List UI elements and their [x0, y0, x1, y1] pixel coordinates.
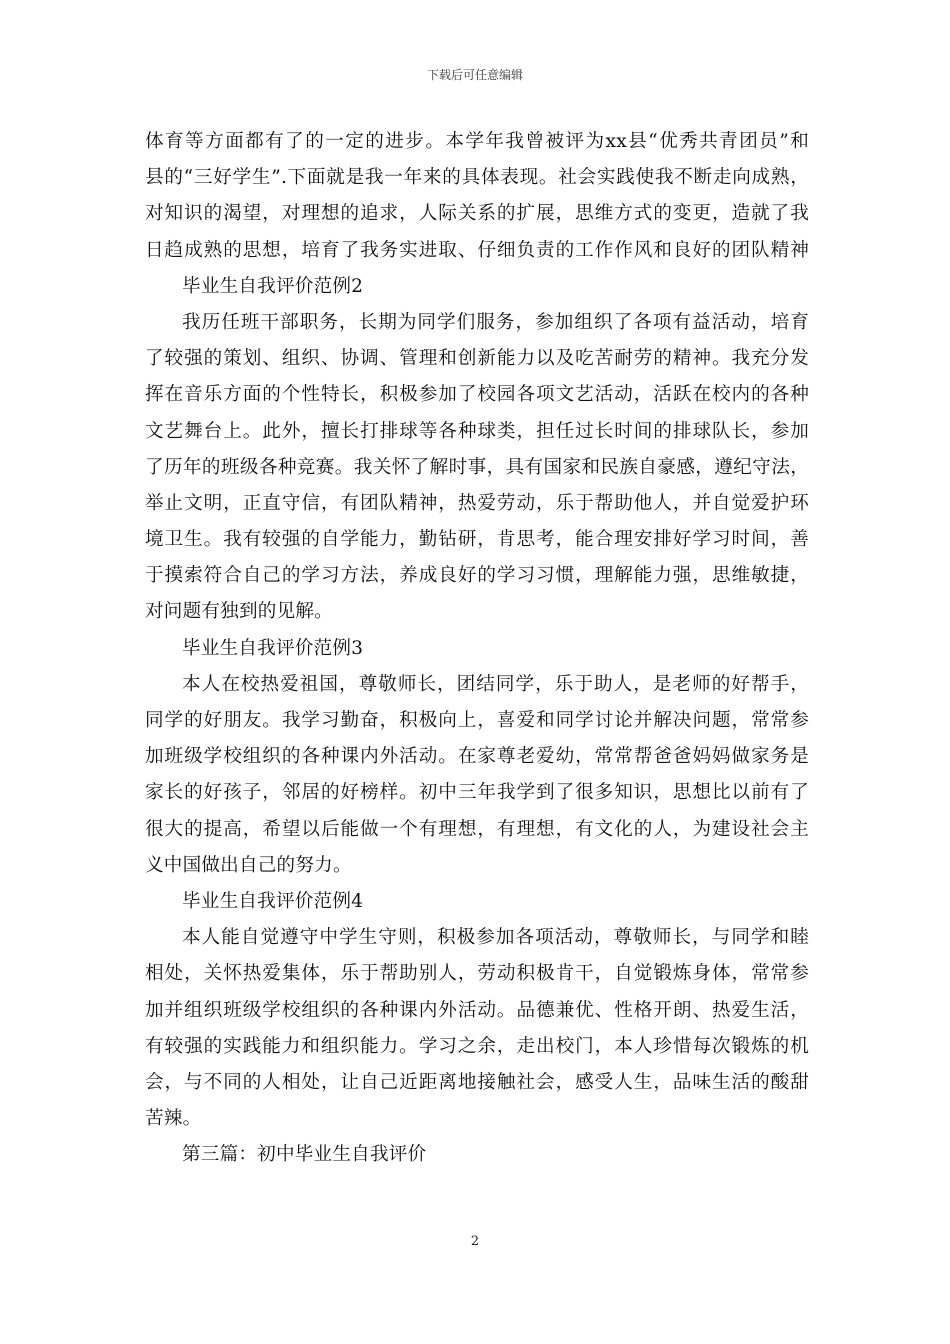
section-heading-example-3: 毕业生自我评价范例3	[182, 637, 364, 659]
text-line: 加并组织班级学校组织的各种课内外活动。品德兼优、性格开朗、热爱生活，	[145, 999, 809, 1021]
document-body	[145, 124, 809, 1173]
text-line: 挥在音乐方面的个性特长，积极参加了校园各项文艺活动，活跃在校内的各种	[145, 384, 809, 406]
text-line: 我历任班干部职务，长期为同学们服务，参加组织了各项有益活动，培育	[182, 311, 809, 333]
paragraph-example-2	[145, 305, 809, 631]
text-line: 本人能自觉遵守中学生守则，积极参加各项活动，尊敬师长，与同学和睦	[182, 927, 809, 949]
text-line: 相处，关怀热爱集体，乐于帮助别人，劳动积极肯干，自觉锻炼身体，常常参	[145, 963, 809, 985]
text-line: 苦辣。	[145, 1108, 202, 1130]
paragraph-example-4	[145, 920, 809, 1137]
page-header: 下载后可任意编辑	[426, 68, 523, 82]
text-line: 境卫生。我有较强的自学能力，勤钻研，肯思考，能合理安排好学习时间，善	[145, 529, 809, 551]
text-line: 对知识的渴望，对理想的追求，人际关系的扩展，思维方式的变更，造就了我	[145, 203, 809, 225]
text-line: 于摸索符合自己的学习方法，养成良好的学习习惯，理解能力强，思维敏捷，	[145, 565, 809, 587]
page-number: 2	[470, 1234, 480, 1249]
text-line: 县的“三好学生”.下面就是我一年来的具体表现。社会实践使我不断走向成熟，	[145, 167, 809, 189]
paragraph-example-3	[145, 667, 809, 884]
text-line: 有较强的实践能力和组织能力。学习之余，走出校门，本人珍惜每次锻炼的机	[145, 1035, 809, 1057]
section-heading-example-4: 毕业生自我评价范例4	[182, 890, 364, 912]
text-line: 很大的提高，希望以后能做一个有理想，有理想，有文化的人，为建设社会主	[145, 818, 809, 840]
text-line: 会，与不同的人相处，让自己近距离地接触社会，感受人生，品味生活的酸甜	[145, 1071, 809, 1093]
section-heading-part-3: 第三篇：初中毕业生自我评价	[182, 1144, 427, 1166]
text-line: 文艺舞台上。此外，擅长打排球等各种球类，担任过长时间的排球队长，参加	[145, 420, 809, 442]
paragraph-intro-continuation	[145, 124, 809, 269]
text-line: 日趋成熟的思想，培育了我务实进取、仔细负责的工作作风和良好的团队精神	[145, 239, 809, 261]
text-line: 同学的好朋友。我学习勤奋，积极向上，喜爱和同学讨论并解决问题，常常参	[145, 710, 809, 731]
text-line: 加班级学校组织的各种课内外活动。在家尊老爱幼，常常帮爸爸妈妈做家务是	[145, 746, 809, 768]
text-line: 了较强的策划、组织、协调、管理和创新能力以及吃苦耐劳的精神。我充分发	[145, 348, 809, 370]
text-line: 义中国做出自己的努力。	[145, 854, 352, 876]
text-line: 体育等方面都有了的一定的进步。本学年我曾被评为xx县“优秀共青团员”和	[145, 131, 809, 152]
text-line: 家长的好孩子，邻居的好榜样。初中三年我学到了很多知识，思想比以前有了	[145, 782, 809, 804]
text-line: 举止文明，正直守信，有团队精神，热爱劳动，乐于帮助他人，并自觉爱护环	[145, 492, 809, 514]
section-heading-example-2: 毕业生自我评价范例2	[182, 275, 364, 297]
text-line: 本人在校热爱祖国，尊敬师长，团结同学，乐于助人，是老师的好帮手，	[182, 673, 809, 695]
text-line: 了历年的班级各种竞赛。我关怀了解时事，具有国家和民族自豪感，遵纪守法，	[145, 456, 809, 478]
text-line: 对问题有独到的见解。	[145, 601, 333, 623]
